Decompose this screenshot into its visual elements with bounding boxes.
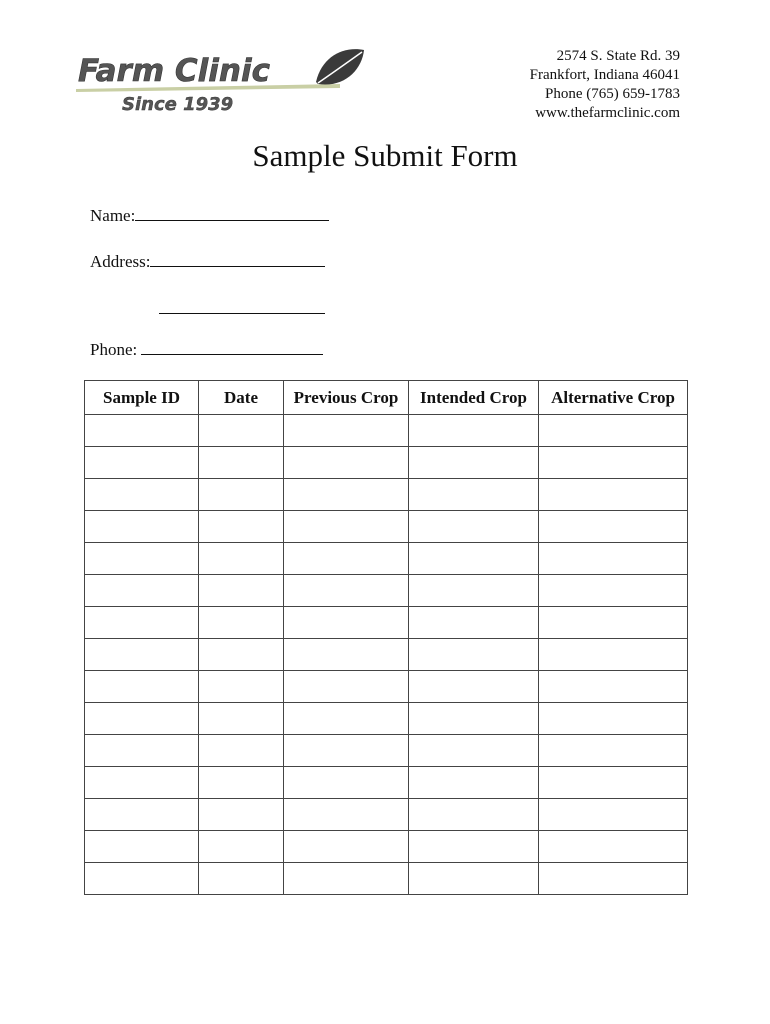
table-cell[interactable]: [539, 671, 688, 703]
table-cell[interactable]: [85, 735, 199, 767]
table-row: [85, 511, 688, 543]
table-row: [85, 575, 688, 607]
table-row: [85, 703, 688, 735]
farm-clinic-logo: [72, 44, 372, 116]
phone-label: Phone:: [90, 340, 142, 359]
form-title: Sample Submit Form: [252, 138, 518, 173]
table-cell[interactable]: [409, 607, 539, 639]
sample-table-body: [85, 415, 688, 895]
table-cell[interactable]: [199, 767, 284, 799]
table-cell[interactable]: [409, 703, 539, 735]
table-cell[interactable]: [539, 575, 688, 607]
contact-website: www.thefarmclinic.com: [535, 105, 680, 121]
table-cell[interactable]: [284, 575, 409, 607]
contact-street: 2574 S. State Rd. 39: [556, 48, 680, 64]
table-cell[interactable]: [85, 703, 199, 735]
table-cell[interactable]: [539, 415, 688, 447]
phone-field[interactable]: [90, 340, 323, 360]
table-cell[interactable]: [409, 639, 539, 671]
table-row: [85, 479, 688, 511]
table-cell[interactable]: [409, 415, 539, 447]
table-cell[interactable]: [85, 415, 199, 447]
table-cell[interactable]: [409, 671, 539, 703]
table-cell[interactable]: [284, 863, 409, 895]
address-blank-line-1[interactable]: [150, 265, 325, 267]
table-cell[interactable]: [409, 543, 539, 575]
table-cell[interactable]: [409, 831, 539, 863]
header-previous-crop: Previous Crop: [284, 381, 409, 415]
name-field[interactable]: [90, 206, 329, 226]
table-cell[interactable]: [85, 863, 199, 895]
table-cell[interactable]: [85, 767, 199, 799]
table-cell[interactable]: [199, 735, 284, 767]
header-date: Date: [199, 381, 284, 415]
table-cell[interactable]: [199, 639, 284, 671]
table-cell[interactable]: [284, 543, 409, 575]
name-label: Name:: [90, 206, 136, 225]
table-cell[interactable]: [199, 479, 284, 511]
table-cell[interactable]: [284, 703, 409, 735]
logo-tagline-text: Since 1939: [122, 94, 234, 115]
contact-city: Frankfort, Indiana 46041: [529, 67, 680, 83]
table-cell[interactable]: [409, 575, 539, 607]
address-field[interactable]: [90, 252, 325, 272]
table-cell[interactable]: [539, 447, 688, 479]
table-cell[interactable]: [199, 863, 284, 895]
table-cell[interactable]: [199, 831, 284, 863]
table-cell[interactable]: [199, 703, 284, 735]
table-cell[interactable]: [284, 671, 409, 703]
table-cell[interactable]: [85, 607, 199, 639]
address-label: Address:: [90, 252, 151, 271]
table-cell[interactable]: [539, 703, 688, 735]
table-cell[interactable]: [199, 671, 284, 703]
header-intended-crop: Intended Crop: [409, 381, 539, 415]
table-cell[interactable]: [409, 767, 539, 799]
table-row: [85, 831, 688, 863]
table-cell[interactable]: [409, 863, 539, 895]
table-cell[interactable]: [409, 447, 539, 479]
table-cell[interactable]: [199, 799, 284, 831]
table-cell[interactable]: [284, 767, 409, 799]
table-cell[interactable]: [284, 735, 409, 767]
table-cell[interactable]: [539, 639, 688, 671]
address-blank-line-2[interactable]: [159, 312, 325, 314]
table-cell[interactable]: [199, 543, 284, 575]
table-row: [85, 735, 688, 767]
table-cell[interactable]: [539, 543, 688, 575]
table-cell[interactable]: [85, 639, 199, 671]
table-cell[interactable]: [284, 415, 409, 447]
table-row: [85, 607, 688, 639]
table-row: [85, 447, 688, 479]
table-row: [85, 671, 688, 703]
table-cell[interactable]: [199, 575, 284, 607]
table-cell[interactable]: [409, 799, 539, 831]
header-alternative-crop: Alternative Crop: [539, 381, 688, 415]
table-cell[interactable]: [284, 799, 409, 831]
table-row: [85, 799, 688, 831]
phone-blank-line[interactable]: [141, 353, 323, 355]
header-sample-id: Sample ID: [85, 381, 199, 415]
table-cell[interactable]: [85, 479, 199, 511]
table-cell[interactable]: [539, 767, 688, 799]
contact-phone: Phone (765) 659-1783: [545, 86, 680, 102]
table-cell[interactable]: [539, 863, 688, 895]
table-cell[interactable]: [85, 575, 199, 607]
table-cell[interactable]: [85, 543, 199, 575]
table-cell[interactable]: [199, 607, 284, 639]
table-cell[interactable]: [284, 607, 409, 639]
table-row: [85, 863, 688, 895]
table-cell[interactable]: [85, 671, 199, 703]
leaf-icon: [316, 49, 364, 84]
table-cell[interactable]: [199, 447, 284, 479]
sample-table: [84, 380, 688, 895]
table-cell[interactable]: [284, 511, 409, 543]
table-cell[interactable]: [85, 799, 199, 831]
table-cell[interactable]: [539, 607, 688, 639]
table-row: [85, 543, 688, 575]
table-cell[interactable]: [409, 479, 539, 511]
table-cell[interactable]: [284, 479, 409, 511]
table-cell[interactable]: [539, 799, 688, 831]
table-cell[interactable]: [284, 447, 409, 479]
table-cell[interactable]: [85, 831, 199, 863]
table-cell[interactable]: [199, 415, 284, 447]
table-cell[interactable]: [85, 511, 199, 543]
table-cell[interactable]: [539, 831, 688, 863]
table-cell[interactable]: [284, 831, 409, 863]
logo-name-text: Farm Clinic: [78, 53, 270, 89]
table-cell[interactable]: [409, 735, 539, 767]
table-cell[interactable]: [199, 511, 284, 543]
table-cell[interactable]: [539, 735, 688, 767]
table-cell[interactable]: [539, 479, 688, 511]
table-cell[interactable]: [539, 511, 688, 543]
table-row: [85, 639, 688, 671]
table-header-row: [85, 381, 688, 415]
name-blank-line[interactable]: [135, 219, 329, 221]
table-row: [85, 767, 688, 799]
contact-block: [530, 47, 680, 123]
table-cell[interactable]: [85, 447, 199, 479]
table-row: [85, 415, 688, 447]
table-cell[interactable]: [409, 511, 539, 543]
table-cell[interactable]: [284, 639, 409, 671]
